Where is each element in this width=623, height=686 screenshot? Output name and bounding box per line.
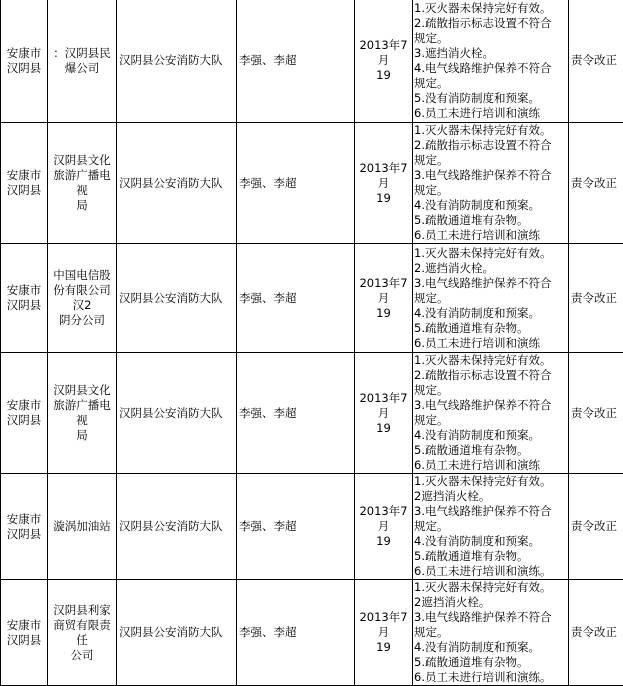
- department-cell: 汉阴县公安消防大队: [117, 353, 237, 474]
- region-cell: [1, 0, 48, 123]
- date-cell: [355, 0, 413, 123]
- issue-line: 规定。: [414, 183, 568, 198]
- region-line: 汉阴县: [1, 413, 47, 428]
- table-row: [1, 580, 623, 686]
- issue-line: 1.灭火器未保持完好有效。: [414, 1, 568, 16]
- date-line: 19: [355, 534, 412, 549]
- action-cell: 责令改正: [569, 580, 623, 686]
- issue-line: 2遮挡消火栓。: [414, 489, 568, 504]
- issue-line: 1.灭火器未保持完好有效。: [414, 353, 568, 368]
- issues-cell: [413, 244, 569, 353]
- inspectors-cell: 李强、李超: [237, 0, 355, 123]
- date-cell: [355, 474, 413, 580]
- issue-line: 4.电气线路维护保养不符合: [414, 61, 568, 76]
- date-line: 2013年7月: [355, 38, 412, 68]
- issue-line: 规定。: [414, 519, 568, 534]
- date-line: 2013年7月: [355, 504, 412, 534]
- region-line: 安康市: [1, 398, 47, 413]
- unit-line: 公司: [48, 648, 116, 663]
- issue-line: 3.电气线路维护保养不符合: [414, 610, 568, 625]
- date-line: 2013年7月: [355, 161, 412, 191]
- unit-line: 商贸有限责: [48, 618, 116, 633]
- date-cell: [355, 244, 413, 353]
- unit-cell: [48, 0, 117, 123]
- unit-line: 视: [48, 413, 116, 428]
- issues-cell: [413, 580, 569, 686]
- issues-cell: [413, 123, 569, 244]
- region-cell: [1, 474, 48, 580]
- issue-line: 1.灭火器未保持完好有效。: [414, 246, 568, 261]
- unit-line: 汉阴县文化: [48, 153, 116, 168]
- region-line: 安康市: [1, 46, 47, 61]
- issues-cell: [413, 474, 569, 580]
- date-line: 2013年7月: [355, 276, 412, 306]
- issues-cell: [413, 0, 569, 123]
- issue-line: 1.灭火器未保持完好有效。: [414, 474, 568, 489]
- issue-line: 3.电气线路维护保养不符合: [414, 276, 568, 291]
- region-cell: [1, 244, 48, 353]
- action-cell: 责令改正: [569, 353, 623, 474]
- unit-line: 漩涡加油站: [48, 519, 116, 534]
- issue-line: 规定。: [414, 383, 568, 398]
- issue-line: 3.电气线路维护保养不符合: [414, 168, 568, 183]
- issue-line: 规定。: [414, 625, 568, 640]
- region-line: 汉阴县: [1, 183, 47, 198]
- issue-line: 2.遮挡消火栓。: [414, 261, 568, 276]
- date-line: 19: [355, 306, 412, 321]
- date-line: 19: [355, 68, 412, 83]
- issue-line: 6.员工未进行培训和演练。: [414, 670, 568, 685]
- date-line: 19: [355, 191, 412, 206]
- unit-line: 任: [48, 633, 116, 648]
- unit-line: 阴分公司: [48, 313, 116, 328]
- unit-cell: [48, 580, 117, 686]
- unit-line: 旅游广播电: [48, 168, 116, 183]
- date-cell: [355, 580, 413, 686]
- table-row: [1, 353, 623, 474]
- unit-line: 汉阴县文化: [48, 383, 116, 398]
- issue-line: 4.没有消防制度和预案。: [414, 534, 568, 549]
- table-row: [1, 123, 623, 244]
- issue-line: 3.遮挡消火栓。: [414, 46, 568, 61]
- department-cell: 汉阴县公安消防大队: [117, 0, 237, 123]
- issue-line: 规定。: [414, 153, 568, 168]
- issue-line: 5.疏散通道堆有杂物。: [414, 213, 568, 228]
- issue-line: 3.电气线路维护保养不符合: [414, 398, 568, 413]
- issue-line: 规定。: [414, 413, 568, 428]
- unit-line: 中国电信股: [48, 268, 116, 283]
- unit-cell: [48, 353, 117, 474]
- unit-line: 份有限公司: [48, 283, 116, 298]
- date-line: 2013年7月: [355, 610, 412, 640]
- issue-line: 2.疏散指示标志设置不符合: [414, 16, 568, 31]
- action-cell: 责令改正: [569, 0, 623, 123]
- region-line: 汉阴县: [1, 298, 47, 313]
- issue-line: 2.疏散指示标志设置不符合: [414, 368, 568, 383]
- unit-line: 局: [48, 428, 116, 443]
- date-line: 19: [355, 640, 412, 655]
- date-line: 2013年7月: [355, 391, 412, 421]
- issue-line: 5.疏散通道堆有杂物。: [414, 549, 568, 564]
- unit-line: 局: [48, 198, 116, 213]
- region-line: 安康市: [1, 512, 47, 527]
- issue-line: 6.员工未进行培训和演练。: [414, 564, 568, 579]
- date-cell: [355, 353, 413, 474]
- issue-line: 1.灭火器未保持完好有效。: [414, 123, 568, 138]
- issue-line: 规定。: [414, 291, 568, 306]
- issue-line: 6.员工未进行培训和演练: [414, 336, 568, 351]
- inspectors-cell: 李强、李超: [237, 123, 355, 244]
- inspectors-cell: 李强、李超: [237, 244, 355, 353]
- issue-line: 2遮挡消火栓。: [414, 595, 568, 610]
- date-cell: [355, 123, 413, 244]
- unit-line: 爆公司: [48, 61, 116, 76]
- inspectors-cell: 李强、李超: [237, 474, 355, 580]
- region-line: 汉阴县: [1, 527, 47, 542]
- issue-line: 4.没有消防制度和预案。: [414, 306, 568, 321]
- action-cell: 责令改正: [569, 123, 623, 244]
- issue-line: 5.没有消防制度和预案。: [414, 91, 568, 106]
- action-cell: 责令改正: [569, 474, 623, 580]
- inspectors-cell: 李强、李超: [237, 580, 355, 686]
- issue-line: 1.灭火器未保持完好有效。: [414, 580, 568, 595]
- region-line: 安康市: [1, 168, 47, 183]
- issue-line: 规定。: [414, 31, 568, 46]
- issue-line: 6.员工未进行培训和演练: [414, 106, 568, 121]
- inspection-rows: [1, 0, 623, 686]
- department-cell: 汉阴县公安消防大队: [117, 474, 237, 580]
- unit-cell: [48, 244, 117, 353]
- issues-cell: [413, 353, 569, 474]
- unit-line: 视: [48, 183, 116, 198]
- department-cell: 汉阴县公安消防大队: [117, 580, 237, 686]
- date-line: 19: [355, 421, 412, 436]
- region-cell: [1, 353, 48, 474]
- issue-line: 4.没有消防制度和预案。: [414, 198, 568, 213]
- unit-line: 汉阴县利家: [48, 603, 116, 618]
- issue-line: 5.疏散通道堆有杂物。: [414, 321, 568, 336]
- unit-line: ：汉阴县民: [48, 46, 116, 61]
- issue-line: 6.员工未进行培训和演练: [414, 228, 568, 243]
- department-cell: 汉阴县公安消防大队: [117, 244, 237, 353]
- table-row: [1, 474, 623, 580]
- region-line: 安康市: [1, 618, 47, 633]
- region-cell: [1, 123, 48, 244]
- unit-line: 旅游广播电: [48, 398, 116, 413]
- region-line: 安康市: [1, 283, 47, 298]
- issue-line: 4.没有消防制度和预案。: [414, 428, 568, 443]
- issue-line: 6.员工未进行培训和演练: [414, 458, 568, 473]
- table-row: [1, 244, 623, 353]
- table-row: [1, 0, 623, 123]
- issue-line: 4.没有消防制度和预案。: [414, 640, 568, 655]
- issue-line: 3.电气线路维护保养不符合: [414, 504, 568, 519]
- region-cell: [1, 580, 48, 686]
- unit-cell: [48, 474, 117, 580]
- action-cell: 责令改正: [569, 244, 623, 353]
- unit-cell: [48, 123, 117, 244]
- issue-line: 5.疏散通道堆有杂物。: [414, 443, 568, 458]
- issue-line: 规定。: [414, 76, 568, 91]
- region-line: 汉阴县: [1, 61, 47, 76]
- issue-line: 5.疏散通道堆有杂物。: [414, 655, 568, 670]
- issue-line: 2.疏散指示标志设置不符合: [414, 138, 568, 153]
- department-cell: 汉阴县公安消防大队: [117, 123, 237, 244]
- inspectors-cell: 李强、李超: [237, 353, 355, 474]
- unit-line: 汉2: [48, 298, 116, 313]
- region-line: 汉阴县: [1, 633, 47, 648]
